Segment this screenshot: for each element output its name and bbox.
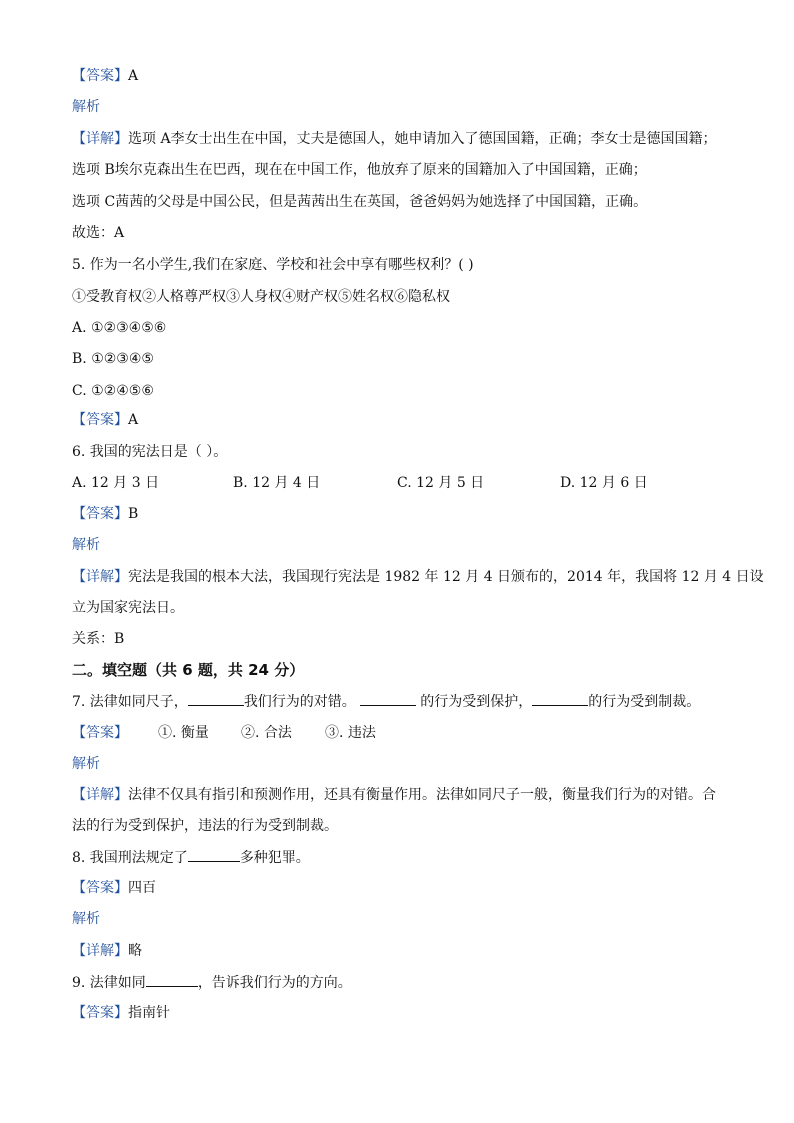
q4-detail-1: 选项 A李女士出生在中国，丈夫是德国人，她申请加入了德国国籍，正确；李女士是德国国籍； — [128, 131, 717, 147]
q4-detail-2: 选项 B埃尔克森出生在巴西，现在在中国工作，他放弃了原来的国籍加入了中国国籍，正确； — [72, 162, 647, 178]
q7-blank-1 — [188, 691, 244, 706]
q9-answer: 指南针 — [128, 1005, 170, 1021]
q4-detail-line-3 — [72, 192, 647, 212]
q7-answer-1: ①. 衡量 — [158, 725, 209, 741]
q7-stem — [72, 691, 700, 712]
q7-detail-2: 法的行为受到保护，违法的行为受到制裁。 — [72, 818, 338, 834]
section-heading — [72, 660, 304, 680]
answer-label: 【答案】 — [72, 412, 128, 428]
section-heading-text: 二。填空题（共 6 题，共 24 分） — [72, 661, 305, 679]
analysis-label: 解析 — [72, 756, 100, 772]
q5-items-text: ①受教育权②人格尊严权③人身权④财产权⑤姓名权⑥隐私权 — [72, 289, 450, 305]
q6-answer-line — [72, 504, 138, 524]
q7-answer-2: ②. 合法 — [241, 725, 292, 741]
answer-label: 【答案】 — [72, 506, 128, 522]
q4-choose — [72, 223, 124, 243]
q6-stem — [72, 442, 227, 462]
q5-stem — [72, 255, 474, 275]
q9-answer-line — [72, 1003, 170, 1023]
q7-stem-d: 的行为受到制裁。 — [588, 694, 701, 710]
q6-detail-line-1 — [72, 567, 764, 587]
q6-answer: B — [128, 506, 139, 522]
q7-blank-3 — [532, 691, 588, 706]
q5-answer: A — [128, 412, 139, 428]
q7-detail-line-1 — [72, 785, 716, 805]
q8-answer: 四百 — [128, 880, 156, 896]
q7-answer-3: ③. 违法 — [325, 725, 376, 741]
q5-option-c — [72, 381, 154, 401]
q8-analysis-label — [72, 909, 100, 929]
answer-label: 【答案】 — [72, 1005, 128, 1021]
detail-label: 【详解】 — [72, 131, 128, 147]
analysis-label: 解析 — [72, 537, 100, 553]
answer-label: 【答案】 — [72, 725, 128, 741]
q6-detail-line-2 — [72, 598, 184, 618]
q5-option-b — [72, 349, 154, 369]
analysis-label: 解析 — [72, 99, 100, 115]
q7-stem-a: 7. 法律如同尺子， — [72, 694, 188, 710]
q5-option-b-text: B. ①②③④⑤ — [72, 351, 154, 367]
q5-stem-text: 5. 作为一名小学生,我们在家庭、学校和社会中享有哪些权利？( ) — [72, 257, 474, 273]
q8-detail: 略 — [128, 943, 142, 959]
q6-detail-1: 宪法是我国的根本大法，我国现行宪法是 1982 年 12 月 4 日颁布的，2014 年，我国将 12 月 4 日设 — [128, 569, 764, 585]
q4-detail-line-2 — [72, 160, 647, 180]
q7-detail-line-2 — [72, 816, 338, 836]
q9-stem — [72, 972, 352, 993]
q9-blank — [146, 972, 198, 987]
q4-choose-text: 故选：A — [72, 225, 125, 241]
q6-option-c: C. 12 月 5 日 — [397, 475, 485, 491]
q7-answer-line — [72, 723, 128, 743]
q8-stem — [72, 847, 310, 868]
q6-detail-2: 立为国家宪法日。 — [72, 600, 184, 616]
q5-items — [72, 287, 450, 307]
detail-label: 【详解】 — [72, 943, 128, 959]
q7-analysis-label — [72, 754, 100, 774]
q5-option-c-text: C. ①②④⑤⑥ — [72, 383, 154, 399]
q9-stem-b: ，告诉我们行为的方向。 — [197, 975, 352, 991]
analysis-label: 解析 — [72, 911, 100, 927]
q4-answer: A — [128, 68, 139, 84]
q7-stem-c: 的行为受到保护， — [415, 694, 533, 710]
q6-relation — [72, 629, 124, 649]
q6-option-d: D. 12 月 6 日 — [560, 475, 648, 491]
detail-label: 【详解】 — [72, 787, 128, 803]
q4-analysis-label — [72, 97, 100, 117]
detail-label: 【详解】 — [72, 569, 128, 585]
answer-label: 【答案】 — [72, 880, 128, 896]
q7-blank-2 — [360, 691, 416, 706]
q9-stem-a: 9. 法律如同 — [72, 975, 146, 991]
q5-option-a-text: A. ①②③④⑤⑥ — [72, 320, 167, 336]
q6-relation-text: 关系：B — [72, 631, 125, 647]
q4-detail-line-1 — [72, 129, 717, 149]
q6-option-a: A. 12 月 3 日 — [72, 475, 160, 491]
q7-stem-b: 我们行为的对错。 — [243, 694, 356, 710]
q8-stem-b: 多种犯罪。 — [239, 850, 310, 866]
q8-blank — [188, 847, 240, 862]
q7-detail-1: 法律不仅具有指引和预测作用，还具有衡量作用。法律如同尺子一般，衡量我们行为的对错。合 — [128, 787, 716, 803]
q6-option-b: B. 12 月 4 日 — [233, 475, 321, 491]
answer-label: 【答案】 — [72, 68, 128, 84]
q6-analysis-label — [72, 535, 100, 555]
q8-detail-line — [72, 941, 142, 961]
q8-stem-a: 8. 我国刑法规定了 — [72, 850, 188, 866]
q5-option-a — [72, 318, 166, 338]
q4-answer-line — [72, 66, 138, 86]
q4-detail-3: 选项 C茜茜的父母是中国公民，但是茜茜出生在英国，爸爸妈妈为她选择了中国国籍，正确。 — [72, 194, 648, 210]
q8-answer-line — [72, 878, 156, 898]
q6-stem-text: 6. 我国的宪法日是（ ）。 — [72, 444, 228, 460]
q5-answer-line — [72, 410, 138, 430]
